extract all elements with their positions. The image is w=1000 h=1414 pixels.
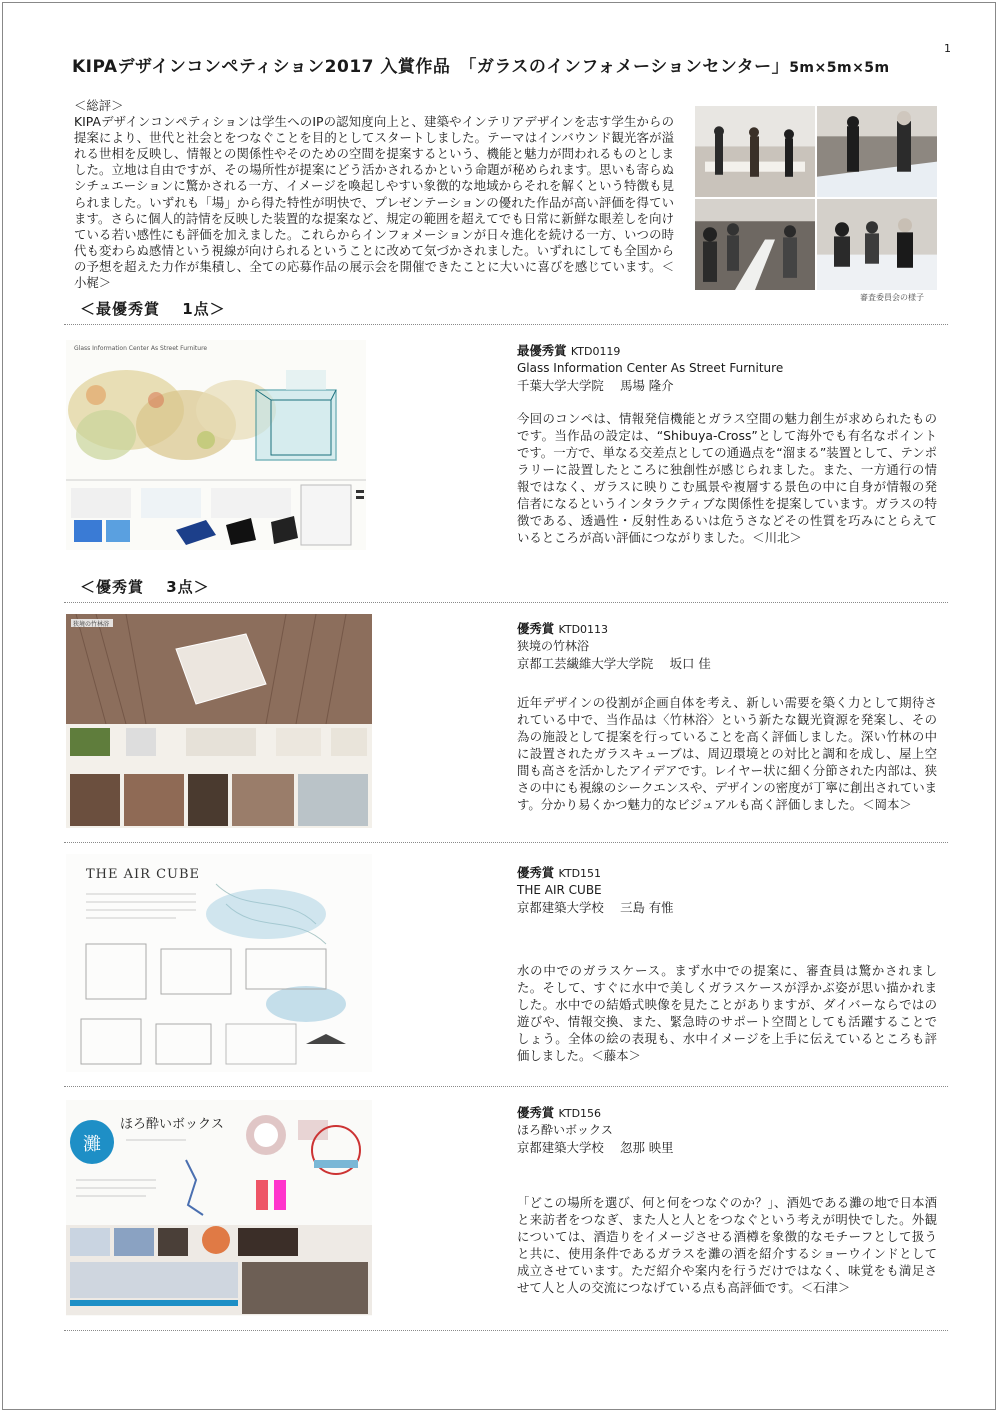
entry-2-award — [517, 620, 937, 638]
entry-4-award-label: 優秀賞 — [517, 1105, 555, 1120]
entry-3-award — [517, 864, 937, 882]
divider — [64, 324, 948, 325]
jury-photo-2 — [817, 106, 937, 197]
review-heading: ＜総評＞ — [74, 98, 124, 113]
entry-2-comment: 近年デザインの役割が企画自体を考え、新しい需要を築く力として期待されている中で、当作品は〈竹林浴〉という新たな観光資源を発案し、その為の施設として提案を行っていることを高く評価しました。深い竹林の中に設置されたガラスキューブは、周辺環境との対比と調和を成し、屋上空間も高さを活かしたアイデアです。レイヤー状に細く分節された内部は、狭さの中にも視線のシークエンスや、デザインの密度が丁寧に創出されています。分かり易くかつ魅力的なビジュアルも高く評価しました。＜岡本＞ — [517, 695, 937, 812]
entry-3-award-label: 優秀賞 — [517, 865, 555, 880]
entry-3-title: THE AIR CUBE — [517, 883, 602, 897]
entry-3-panel — [66, 854, 372, 1072]
entry-2-code: KTD0113 — [558, 623, 609, 636]
entry-1-award-label: 最優秀賞 — [517, 343, 567, 358]
review-body: KIPAデザインコンペティションは学生へのIPの認知度向上と、建築やインテリアデザインを志す学生からの提案により、世代と社会とをつなぐことを目的としてスタートしました。テーマはインバウンド観光客が溢れる世相を反映し、情報との関係性やそのための空間を提案するという、機能と魅力が問われるものとしました。立地は自由ですが、その場所性が提案にどう活かされるかという命題が秘められます。思いも寄らぬシチュエーションに驚かされる一方、イメージを喚起しやすい象徴的な地域からそれを解くという特徴も見られました。いずれも「場」から得た特性が明快で、プレゼンテーションの優れた作品が高い評価を得ています。さらに個人的詩情を反映した装置的な提案など、規定の範囲を超えてでも日常に新鮮な眼差しを向けている若い感性にも評価を加えました。これらからインフォメーションが日々進化を続ける一方、いつの時代も変わらぬ感情という視線が向けられるということに改めて気づかされました。いずれにしても全国からの予想を超えた力作が集積し、全ての応募作品の展示会を開催できたことに大いに喜びを感じています。＜小梶＞ — [74, 114, 674, 291]
jury-photo-4 — [817, 199, 937, 290]
entry-4-title: ほろ酔いボックス — [517, 1123, 613, 1137]
entry-1-title: Glass Information Center As Street Furniture — [517, 361, 784, 375]
divider — [64, 842, 948, 843]
entry-2 — [517, 620, 937, 813]
title-size: 5m×5m×5m — [789, 60, 890, 76]
entry-1-author: 千葉大学大学院 馬場 隆介 — [517, 378, 674, 393]
entry-2-panel — [66, 614, 372, 828]
entry-4 — [517, 1104, 937, 1296]
entry-1-award — [517, 342, 937, 360]
entry-3 — [517, 864, 937, 1064]
entry-3-code: KTD151 — [558, 867, 602, 880]
general-review — [74, 98, 674, 291]
photo-caption: 審査委員会の様子 — [860, 293, 924, 302]
entry-2-award-label: 優秀賞 — [517, 621, 555, 636]
divider — [64, 1330, 948, 1331]
divider — [64, 1086, 948, 1087]
divider — [64, 602, 948, 603]
page-title — [72, 52, 890, 77]
entry-4-code: KTD156 — [558, 1107, 602, 1120]
entry-3-panel-label: THE AIR CUBE — [86, 867, 201, 882]
section-excellence: ＜優秀賞 3点＞ — [80, 578, 210, 596]
section-grand-prize: ＜最優秀賞 1点＞ — [80, 300, 226, 318]
entry-2-title: 狭境の竹林浴 — [517, 639, 590, 653]
entry-4-comment: 「どこの場所を選び、何と何をつなぐのか？」、酒処である灘の地で日本酒と来訪者をつなぎ、また人と人とをつなぐという考えが明快でした。外観については、酒造りをイメージさせる酒樽を象徴的なモチーフとして扱うと共に、使用条件であるガラスを灘の酒を紹介するショーウインドとして成立させています。ただ紹介や案内を行うだけではなく、味覚をも満足させて人と人の交流につなげている点も高評価です。＜石津＞ — [517, 1195, 937, 1295]
entry-2-author: 京都工芸繊維大学大学院 坂口 佳 — [517, 656, 711, 671]
entry-4-panel — [66, 1100, 372, 1316]
jury-photo-1 — [695, 106, 815, 197]
page-number: 1 — [944, 42, 951, 55]
entry-1-panel-label: Glass Information Center As Street Furniture — [74, 345, 208, 352]
entry-4-badge: 灘 — [83, 1134, 101, 1155]
jury-photos — [695, 106, 937, 290]
entry-4-panel-label: ほろ酔いボックス — [120, 1117, 224, 1132]
jury-photo-3 — [695, 199, 815, 290]
entry-1-panel — [66, 340, 366, 550]
entry-4-award — [517, 1104, 937, 1122]
entry-1 — [517, 342, 937, 546]
entry-2-panel-label: 狭境の竹林浴 — [73, 621, 110, 628]
title-main: KIPAデザインコンペティション2017 入賞作品 「ガラスのインフォメーションセンター」 — [72, 57, 790, 77]
entry-3-comment: 水の中でのガラスケース。まず水中での提案に、審査員は驚かされました。そして、すぐに水中で美しくガラスケースが浮かぶ姿が思い描かれました。水中での結婚式映像を見たことがありますが、ダイバーならではの遊びや、情報交換、また、緊急時のサポート空間としても活躍することでしょう。全体の絵の表現も、水中イメージを上手に伝えているところも評価しました。＜藤本＞ — [517, 963, 937, 1063]
entry-4-author: 京都建築大学校 忽那 映里 — [517, 1140, 674, 1155]
entry-3-author: 京都建築大学校 三島 有惟 — [517, 900, 674, 915]
entry-1-comment: 今回のコンペは、情報発信機能とガラス空間の魅力創生が求められたものです。当作品の設定は、“Shibuya-Cross”として海外でも有名なポイントです。一方で、単なる交差点としての通過点を“溜まる”装置として、テンポラリーに設置したところに独創性が感じられました。また、一方通行の情報ではなく、ガラスに映りこむ風景や複層する景色の中に自身が情報の発信者になるというインタラクティブな関係性を提案しています。ガラスの特徴である、透過性・反射性あるいは危うさなどその性質を巧みにとらえているところが高い評価につながりました。＜川北＞ — [517, 411, 937, 545]
entry-1-code: KTD0119 — [570, 345, 621, 358]
